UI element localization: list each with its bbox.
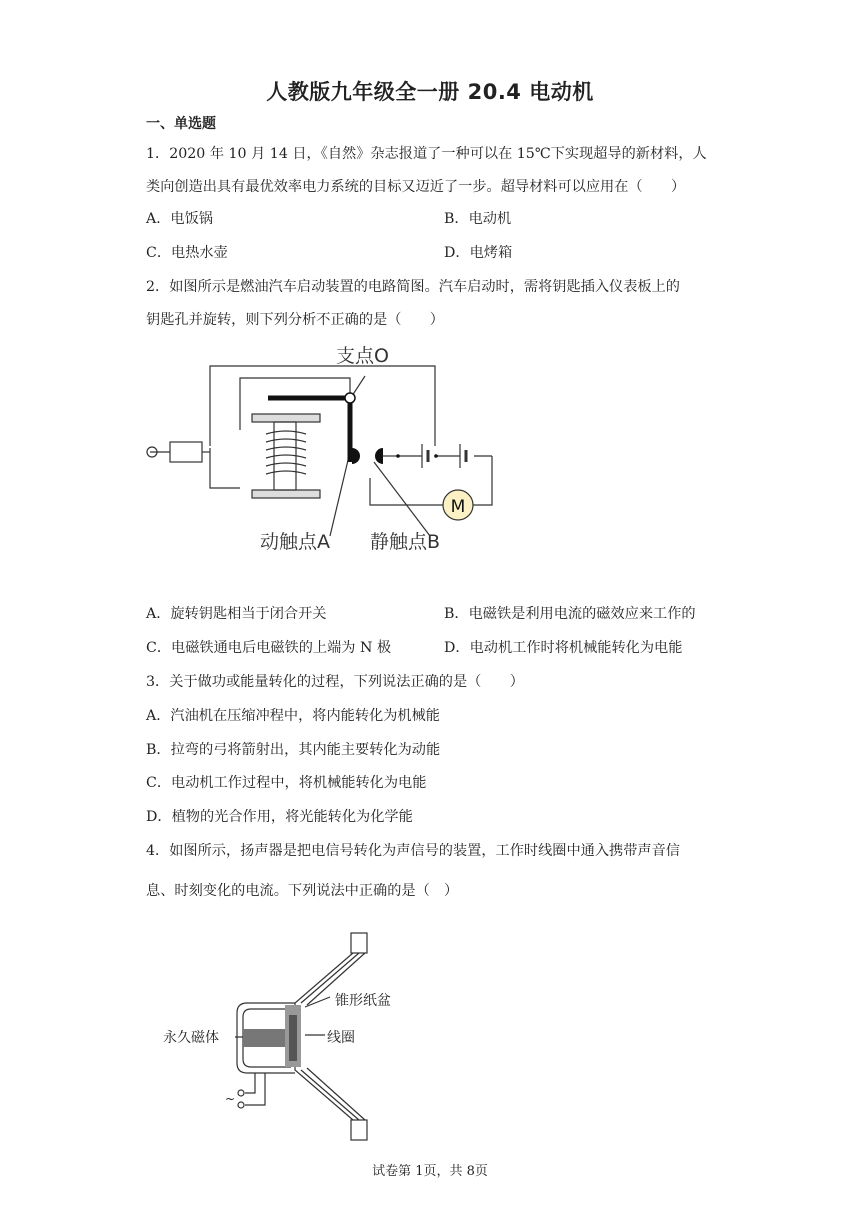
q1-option-a: A．电饭锅: [146, 211, 213, 227]
ac-symbol: ~: [225, 1092, 236, 1106]
q2-option-b: B．电磁铁是利用电流的磁效应来工作的: [444, 606, 696, 622]
page-footer: 试卷第 1页，共 8页: [372, 1164, 488, 1179]
q1-stem-line1: 1．2020 年 10 月 14 日，《自然》杂志报道了一种可以在 15℃下实现超导的新材料，人: [146, 146, 707, 162]
magnet-label: 永久磁体: [163, 1030, 219, 1046]
contact-b-label: 静触点B: [370, 531, 441, 553]
q1-stem-line2: 类向创造出具有最优效率电力系统的目标又迈近了一步。超导材料可以应用在（ ）: [146, 179, 686, 195]
q2-option-d: D．电动机工作时将机械能转化为电能: [444, 640, 683, 656]
q1-option-d: D．电烤箱: [444, 245, 513, 261]
section-heading: 一、单选题: [146, 116, 216, 132]
starter-circuit-diagram: [140, 338, 510, 560]
q1-option-b: B．电动机: [444, 211, 512, 227]
q3-option-a: A．汽油机在压缩冲程中，将内能转化为机械能: [146, 708, 440, 724]
q2-option-a: A．旋转钥匙相当于闭合开关: [146, 606, 327, 622]
page-title: 人教版九年级全一册 20.4 电动机: [266, 80, 594, 104]
q4-stem-line2: 息、时刻变化的电流。下列说法中正确的是（ ）: [146, 883, 459, 899]
q2-option-c: C．电磁铁通电后电磁铁的上端为 N 极: [146, 640, 392, 656]
q3-option-d: D．植物的光合作用，将光能转化为化学能: [146, 809, 413, 825]
q3-option-b: B．拉弯的弓将箭射出，其内能主要转化为动能: [146, 742, 441, 758]
cone-label: 锥形纸盆: [335, 993, 391, 1009]
q4-stem-line1: 4．如图所示，扬声器是把电信号转化为声信号的装置，工作时线圈中通入携带声音信: [146, 843, 680, 859]
contact-a-label: 动触点A: [260, 531, 330, 553]
q1-option-c: C．电热水壶: [146, 245, 228, 261]
q2-stem-line1: 2．如图所示是燃油汽车启动装置的电路简图。汽车启动时，需将钥匙插入仪表板上的: [146, 279, 680, 295]
q3-stem-line1: 3．关于做功或能量转化的过程，下列说法正确的是（ ）: [146, 674, 524, 690]
motor-label: M: [450, 497, 466, 517]
q2-stem-line2: 钥匙孔并旋转，则下列分析不正确的是（ ）: [146, 312, 444, 328]
q3-option-c: C．电动机工作过程中，将机械能转化为电能: [146, 775, 427, 791]
coil-label: 线圈: [327, 1030, 355, 1046]
pivot-label: 支点O: [336, 345, 389, 367]
loudspeaker-diagram: [155, 925, 435, 1150]
